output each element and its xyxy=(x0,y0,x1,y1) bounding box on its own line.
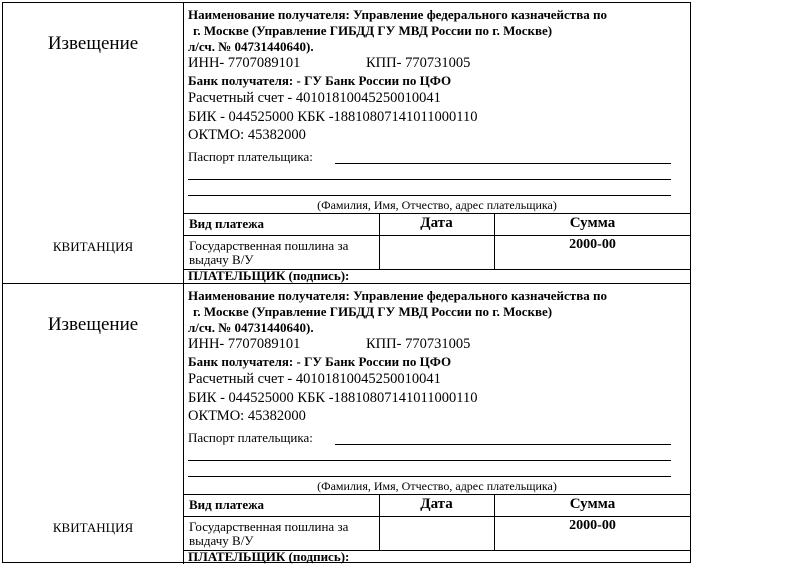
fio-caption: (Фамилия, Имя, Отчество, адрес плательщика) xyxy=(317,479,557,493)
passport-field-line xyxy=(335,444,671,445)
recipient-line-1: Наименование получателя: Управление федерального казначейства по xyxy=(188,7,607,22)
kpp: КПП- 770731005 xyxy=(366,336,471,352)
amount: 2000-00 xyxy=(569,518,616,533)
payment-table xyxy=(183,213,691,270)
bank-name: Банк получателя: - ГУ Банк России по ЦФО xyxy=(188,73,452,88)
recipient-line-3: л/сч. № 04731440640). xyxy=(188,39,314,54)
payer-info-line xyxy=(188,460,671,461)
col-date: Дата xyxy=(420,215,453,231)
payer-info-line xyxy=(188,195,671,196)
account-number: Расчетный счет - 40101810045250010041 xyxy=(188,90,441,106)
inn: ИНН- 7707089101 xyxy=(188,55,301,71)
col-payment-type: Вид платежа xyxy=(189,497,265,512)
payment-table xyxy=(183,494,691,551)
notice-label: Извещение xyxy=(47,33,139,54)
payment-description: выдачу В/У xyxy=(189,533,254,548)
receipt-section-1 xyxy=(3,3,690,283)
fio-caption: (Фамилия, Имя, Отчество, адрес плательщика) xyxy=(317,198,557,212)
passport-field-line xyxy=(335,163,671,164)
payer-signature-label: ПЛАТЕЛЬЩИК (подпись): xyxy=(188,549,350,564)
bik-kbk: БИК - 044525000 КБК -18810807141011000110 xyxy=(188,109,478,125)
col-sum: Сумма xyxy=(569,496,616,512)
payment-description: выдачу В/У xyxy=(189,252,254,267)
receipt-label: КВИТАНЦИЯ xyxy=(52,239,134,254)
recipient-line-3: л/сч. № 04731440640). xyxy=(188,320,314,335)
receipt-section-2 xyxy=(3,283,690,564)
payment-description: Государственная пошлина за xyxy=(189,238,349,253)
payer-signature-label: ПЛАТЕЛЬЩИК (подпись): xyxy=(188,268,350,283)
receipt-label: КВИТАНЦИЯ xyxy=(52,520,134,535)
passport-label: Паспорт плательщика: xyxy=(188,430,313,445)
col-date: Дата xyxy=(420,496,453,512)
bank-name: Банк получателя: - ГУ Банк России по ЦФО xyxy=(188,354,452,369)
col-sum: Сумма xyxy=(569,215,616,231)
bik-kbk: БИК - 044525000 КБК -18810807141011000110 xyxy=(188,390,478,406)
notice-label: Извещение xyxy=(47,314,139,335)
payer-info-line xyxy=(188,179,671,180)
payer-info-line xyxy=(188,476,671,477)
account-number: Расчетный счет - 40101810045250010041 xyxy=(188,371,441,387)
recipient-line-2: г. Москве (Управление ГИБДД ГУ МВД России по г. Москве) xyxy=(193,304,553,319)
recipient-line-2: г. Москве (Управление ГИБДД ГУ МВД России по г. Москве) xyxy=(193,23,553,38)
kpp: КПП- 770731005 xyxy=(366,55,471,71)
payment-receipt-form xyxy=(2,2,691,563)
payment-description: Государственная пошлина за xyxy=(189,519,349,534)
oktmo: ОКТМО: 45382000 xyxy=(188,408,306,424)
col-payment-type: Вид платежа xyxy=(189,216,265,231)
oktmo: ОКТМО: 45382000 xyxy=(188,127,306,143)
amount: 2000-00 xyxy=(569,237,616,252)
recipient-line-1: Наименование получателя: Управление федерального казначейства по xyxy=(188,288,607,303)
passport-label: Паспорт плательщика: xyxy=(188,149,313,164)
inn: ИНН- 7707089101 xyxy=(188,336,301,352)
